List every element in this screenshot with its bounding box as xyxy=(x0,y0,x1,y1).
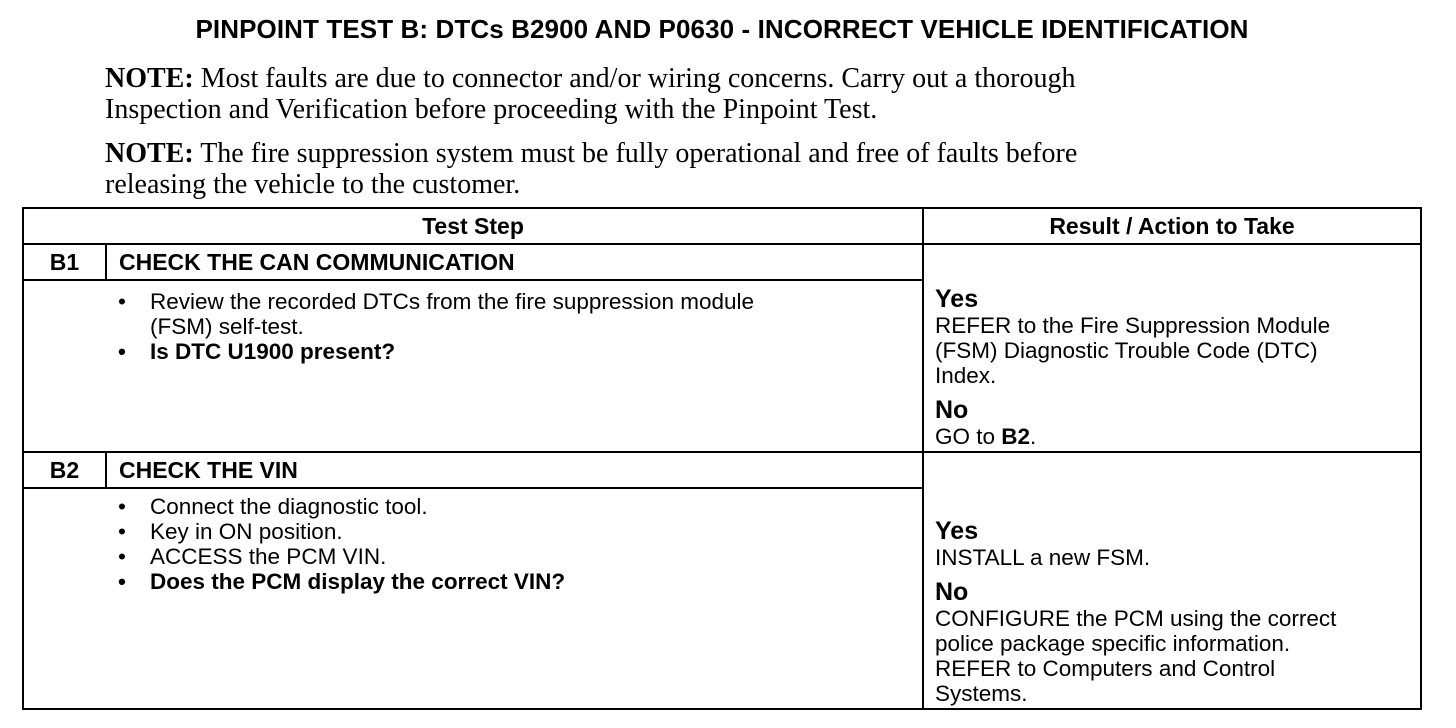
note-fire-suppression xyxy=(105,138,1225,200)
step-reference-link[interactable]: B2 xyxy=(1001,424,1031,449)
bullet-icon: • xyxy=(118,544,126,569)
list-item xyxy=(112,544,912,569)
header-result-action: Result / Action to Take xyxy=(1049,213,1295,239)
no-action-line: police package specific information. xyxy=(935,631,1291,656)
step-title-divider xyxy=(24,487,922,489)
no-action-line: Systems. xyxy=(935,681,1028,706)
step-id: B1 xyxy=(49,249,80,275)
note-connector-wiring xyxy=(105,63,1225,125)
note-text-line: Inspection and Verification before proceeding with the Pinpoint Test. xyxy=(105,94,878,125)
bullet-icon: • xyxy=(118,494,126,519)
header-test-step: Test Step xyxy=(422,213,524,239)
yes-action-line: Index. xyxy=(935,363,997,388)
list-item xyxy=(112,289,912,339)
result-action xyxy=(935,517,1415,706)
no-label: No xyxy=(935,396,969,424)
step-id-divider xyxy=(105,453,107,487)
bullet-icon: • xyxy=(118,519,126,544)
step-title-divider xyxy=(24,279,922,281)
step-id: B2 xyxy=(49,457,80,483)
step-title: CHECK THE VIN xyxy=(119,457,298,483)
no-action-line: REFER to Computers and Control xyxy=(935,656,1276,681)
note-text-line: Most faults are due to connector and/or wiring concerns. Carry out a thorough xyxy=(200,63,1076,94)
instruction-text: ACCESS the PCM VIN. xyxy=(150,544,387,569)
no-action-text: . xyxy=(1030,424,1037,449)
list-item xyxy=(112,519,912,544)
bullet-icon: • xyxy=(118,569,126,594)
column-divider xyxy=(922,209,924,708)
yes-action-line: REFER to the Fire Suppression Module xyxy=(935,313,1331,338)
bullet-icon: • xyxy=(118,339,126,364)
list-item xyxy=(112,339,912,364)
result-action xyxy=(935,285,1415,449)
note-text-line: The fire suppression system must be fully operational and free of faults before xyxy=(200,138,1078,169)
step-instructions xyxy=(112,494,912,594)
instruction-text: Connect the diagnostic tool. xyxy=(150,494,428,519)
yes-action-line: (FSM) Diagnostic Trouble Code (DTC) xyxy=(935,338,1318,363)
instruction-text: (FSM) self-test. xyxy=(150,314,304,339)
no-action-line xyxy=(935,424,1415,449)
list-item xyxy=(112,494,912,519)
instruction-text: Review the recorded DTCs from the fire suppression module xyxy=(150,289,755,314)
step-id-divider xyxy=(105,245,107,279)
list-item xyxy=(112,569,912,594)
note-text-line: releasing the vehicle to the customer. xyxy=(105,169,521,200)
note-label: NOTE: xyxy=(105,63,194,94)
instruction-text: Key in ON position. xyxy=(150,519,343,544)
page-title: PINPOINT TEST B: DTCs B2900 AND P0630 - INCORRECT VEHICLE IDENTIFICATION xyxy=(195,14,1249,44)
bullet-icon: • xyxy=(118,289,126,314)
no-action-text: GO to xyxy=(935,424,1002,449)
step-instructions xyxy=(112,289,912,364)
yes-action-line: INSTALL a new FSM. xyxy=(935,545,1151,570)
pinpoint-test-table xyxy=(22,207,1422,710)
no-label: No xyxy=(935,578,969,606)
question-text: Does the PCM display the correct VIN? xyxy=(150,569,566,594)
step-title: CHECK THE CAN COMMUNICATION xyxy=(119,249,515,275)
yes-label: Yes xyxy=(935,285,979,313)
no-action-line: CONFIGURE the PCM using the correct xyxy=(935,606,1337,631)
note-label: NOTE: xyxy=(105,138,194,169)
yes-label: Yes xyxy=(935,517,979,545)
question-text: Is DTC U1900 present? xyxy=(150,339,396,364)
